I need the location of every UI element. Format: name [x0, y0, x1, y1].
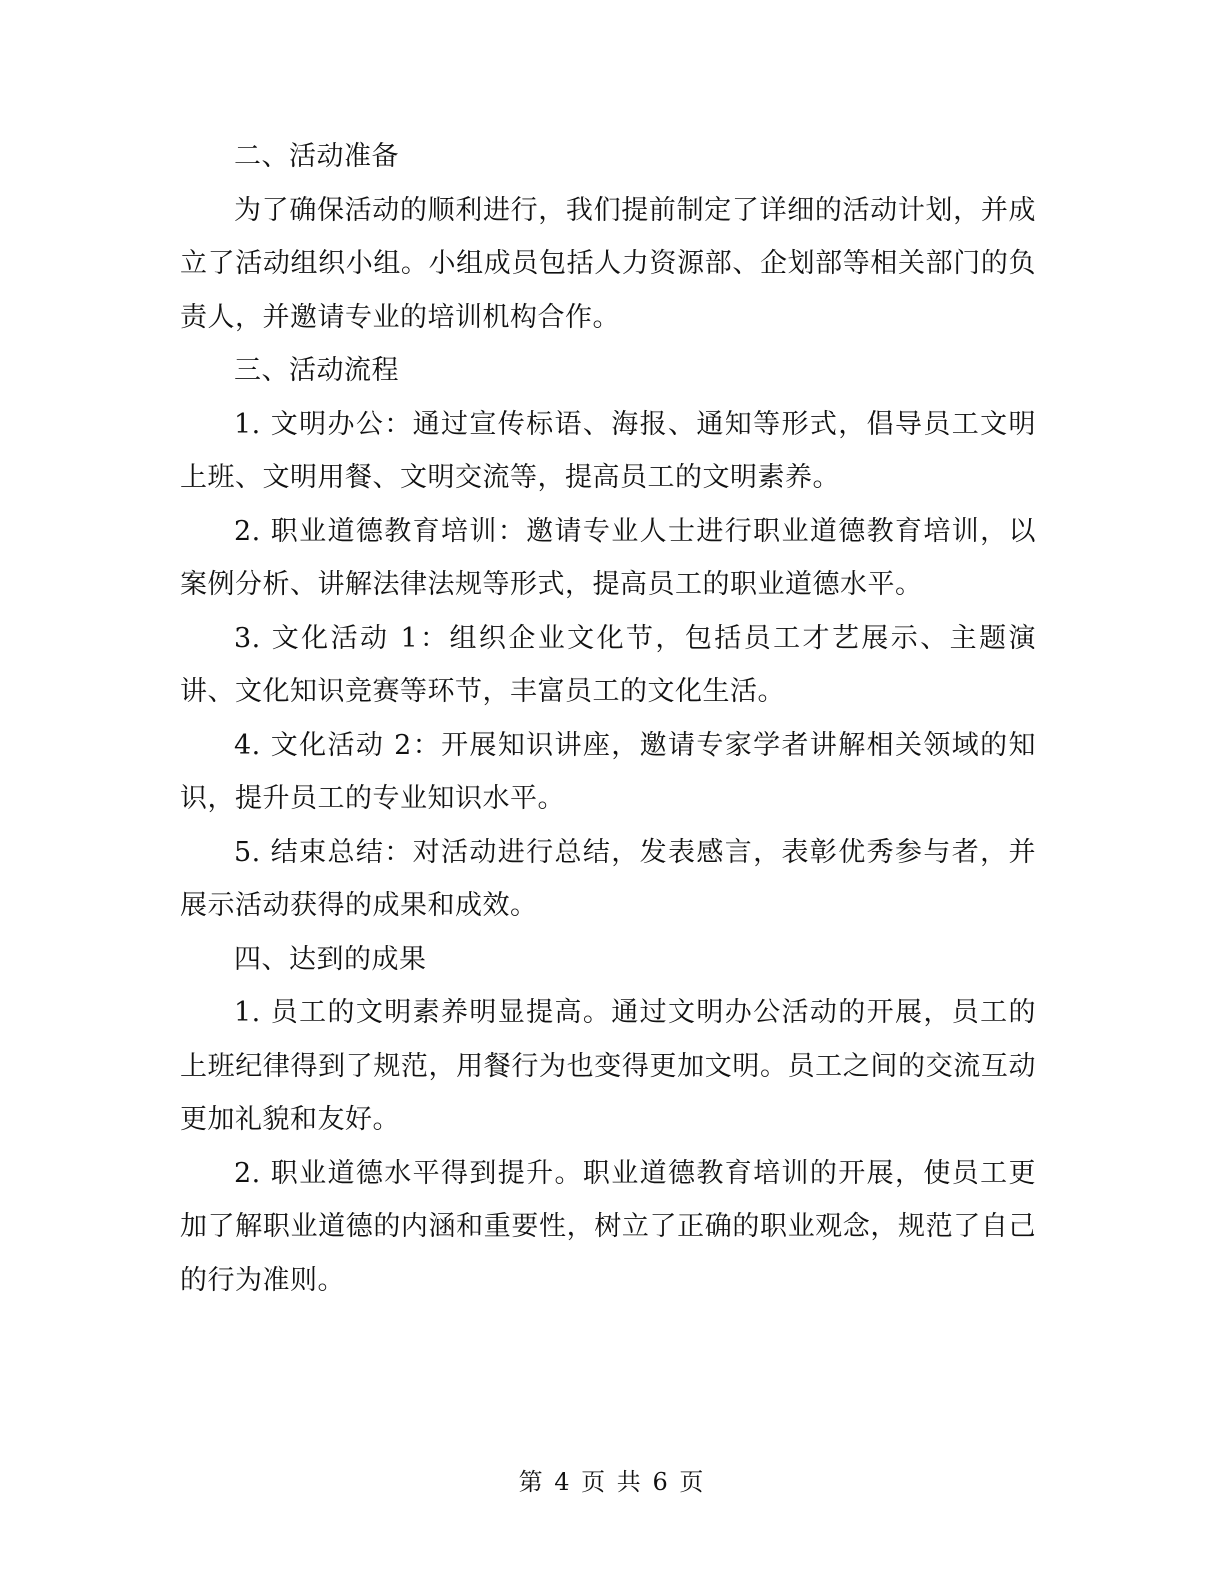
result-item-1: 1. 员工的文明素养明显提高。通过文明办公活动的开展，员工的上班纪律得到了规范，用餐行为也变得更加文明。员工之间的交流互动更加礼貌和友好。: [180, 997, 1036, 1135]
document-body: [180, 130, 1036, 1307]
process-item-5: 5. 结束总结：对活动进行总结，发表感言，表彰优秀参与者，并展示活动获得的成果和成效。: [180, 836, 1036, 921]
section-heading-process: 三、活动流程: [234, 355, 399, 386]
process-item-1: 1. 文明办公：通过宣传标语、海报、通知等形式，倡导员工文明上班、文明用餐、文明交流等，提高员工的文明素养。: [180, 408, 1036, 493]
process-item-3: 3. 文化活动 1：组织企业文化节，包括员工才艺展示、主题演讲、文化知识竞赛等环节，丰富员工的文化生活。: [180, 622, 1036, 707]
result-item-2: 2. 职业道德水平得到提升。职业道德教育培训的开展，使员工更加了解职业道德的内涵和重要性，树立了正确的职业观念，规范了自己的行为准则。: [180, 1157, 1036, 1296]
paragraph-preparation: 为了确保活动的顺利进行，我们提前制定了详细的活动计划，并成立了活动组织小组。小组成员包括人力资源部、企划部等相关部门的负责人，并邀请专业的培训机构合作。: [180, 194, 1036, 333]
section-heading-results: 四、达到的成果: [234, 943, 427, 975]
process-item-4: 4. 文化活动 2：开展知识讲座，邀请专家学者讲解相关领域的知识，提升员工的专业知识水平。: [180, 729, 1036, 814]
page-footer: 第 4 页 共 6 页: [518, 1468, 706, 1496]
process-item-2: 2. 职业道德教育培训：邀请专业人士进行职业道德教育培训，以案例分析、讲解法律法规等形式，提高员工的职业道德水平。: [180, 515, 1036, 600]
section-heading-preparation: 二、活动准备: [234, 141, 399, 172]
